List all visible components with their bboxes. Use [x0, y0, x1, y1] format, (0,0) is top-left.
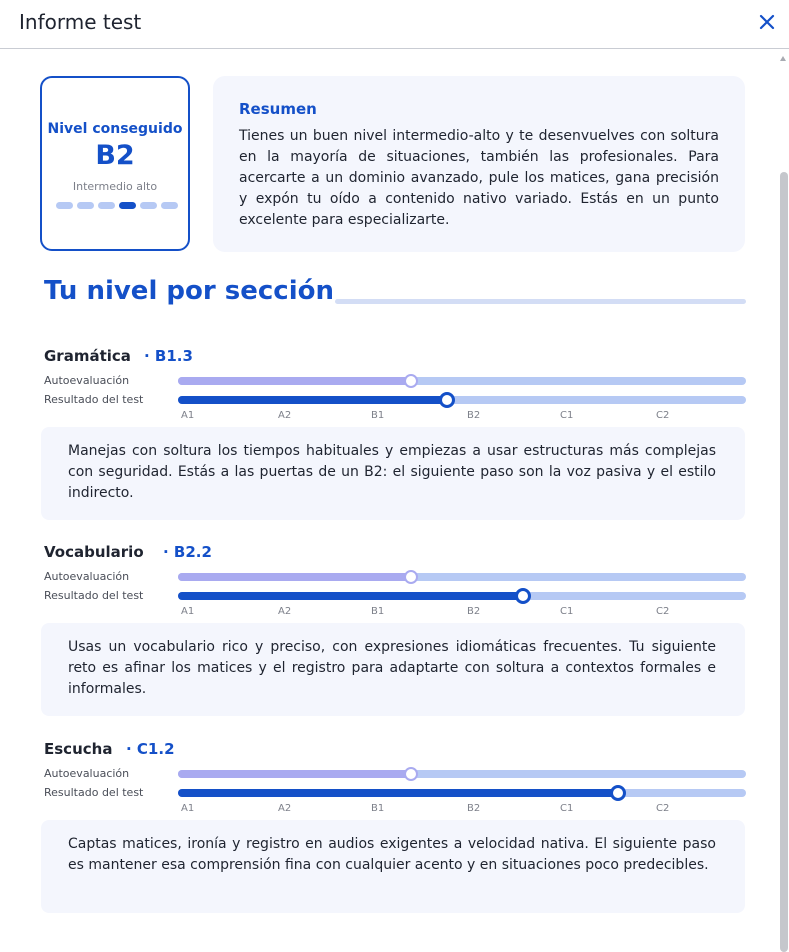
self-assessment-fill	[178, 377, 411, 385]
scale-tick-label: A2	[278, 410, 292, 421]
test-result-marker	[610, 785, 626, 801]
scale-tick-label: C1	[560, 410, 574, 421]
scale-tick-label: C2	[656, 803, 670, 814]
section-description-card	[41, 623, 745, 716]
level-label: Nivel conseguido	[47, 121, 183, 137]
modal-title: Informe test	[19, 10, 142, 34]
modal-header	[0, 0, 789, 49]
summary-text: Tienes un buen nivel intermedio-alto y te desenvuelves con soltura en la mayoría de situaciones, también las profesionales. Para acercarte a un dominio avanzado, pule los matices, gana precisión y expón tu oído a contenido nativo variado. Estás en un punto excelente para especializarte.	[239, 128, 719, 228]
self-assessment-fill	[178, 770, 411, 778]
test-result-fill	[178, 789, 618, 797]
level-dot	[161, 202, 178, 209]
test-result-fill	[178, 592, 523, 600]
test-result-marker	[515, 588, 531, 604]
test-result-marker	[439, 392, 455, 408]
level-dot	[77, 202, 94, 209]
self-assessment-label: Autoevaluación	[44, 374, 130, 387]
level-achieved-card	[40, 76, 190, 251]
section-name: Gramática	[44, 347, 131, 365]
scale-tick-label: C2	[656, 410, 670, 421]
section-1	[0, 347, 789, 537]
scale-tick-label: B2	[467, 803, 481, 814]
scale-tick-label: C2	[656, 606, 670, 617]
test-result-track	[178, 592, 746, 600]
level-dot	[56, 202, 73, 209]
level-dot	[140, 202, 157, 209]
scale-tick-label: B1	[371, 803, 385, 814]
section-level-badge: · C1.2	[126, 740, 175, 758]
scale-tick-label: A1	[181, 803, 195, 814]
level-dot	[98, 202, 115, 209]
self-assessment-track	[178, 377, 746, 385]
section-description-card	[41, 427, 745, 520]
test-result-track	[178, 396, 746, 404]
scale-tick-label: B2	[467, 606, 481, 617]
level-description: Intermedio alto	[72, 180, 158, 193]
section-description: Captas matices, ironía y registro en audios exigentes a velocidad nativa. El siguiente paso es mantener esa comprensión fina con cualquier acento y en situaciones poco predecibles.	[68, 836, 716, 873]
scroll-up-arrow-icon[interactable]	[780, 56, 786, 61]
scale-tick-label: C1	[560, 803, 574, 814]
scale-tick-label: B1	[371, 606, 385, 617]
section-description-card	[41, 820, 745, 913]
self-assessment-marker	[404, 374, 418, 388]
section-2	[0, 543, 789, 733]
test-result-track	[178, 789, 746, 797]
self-assessment-label: Autoevaluación	[44, 767, 130, 780]
section-description: Manejas con soltura los tiempos habituales y empiezas a usar estructuras más complejas con seguridad. Estás a las puertas de un B2: el siguiente paso son la voz pasiva y el estilo indirecto.	[68, 443, 716, 501]
self-assessment-marker	[404, 570, 418, 584]
heading-divider	[335, 299, 746, 304]
section-3	[0, 740, 789, 930]
self-assessment-label: Autoevaluación	[44, 570, 130, 583]
level-dot-active	[119, 202, 136, 209]
scale-tick-label: A2	[278, 606, 292, 617]
scale-tick-label: C1	[560, 606, 574, 617]
self-assessment-track	[178, 770, 746, 778]
section-name: Vocabulario	[44, 543, 144, 561]
scale-tick-label: A1	[181, 606, 195, 617]
scale-tick-label: A2	[278, 803, 292, 814]
self-assessment-track	[178, 573, 746, 581]
scale-tick-label: A1	[181, 410, 195, 421]
section-level-badge: · B1.3	[144, 347, 193, 365]
close-icon[interactable]	[757, 12, 777, 32]
sections-heading: Tu nivel por sección	[44, 276, 334, 306]
level-progress-dots	[56, 202, 178, 209]
summary-card	[213, 76, 745, 252]
section-description: Usas un vocabulario rico y preciso, con expresiones idiomáticas frecuentes. Tu siguiente reto es afinar los matices y el registro para adaptarte con soltura a contextos formales e informales.	[68, 639, 716, 697]
summary-title: Resumen	[239, 100, 317, 118]
test-result-label: Resultado del test	[44, 786, 144, 799]
self-assessment-fill	[178, 573, 411, 581]
scale-tick-label: B1	[371, 410, 385, 421]
self-assessment-marker	[404, 767, 418, 781]
section-name: Escucha	[44, 740, 113, 758]
test-result-fill	[178, 396, 447, 404]
scale-tick-label: B2	[467, 410, 481, 421]
section-level-badge: · B2.2	[163, 543, 212, 561]
test-result-label: Resultado del test	[44, 393, 144, 406]
level-value: B2	[95, 140, 135, 171]
test-result-label: Resultado del test	[44, 589, 144, 602]
